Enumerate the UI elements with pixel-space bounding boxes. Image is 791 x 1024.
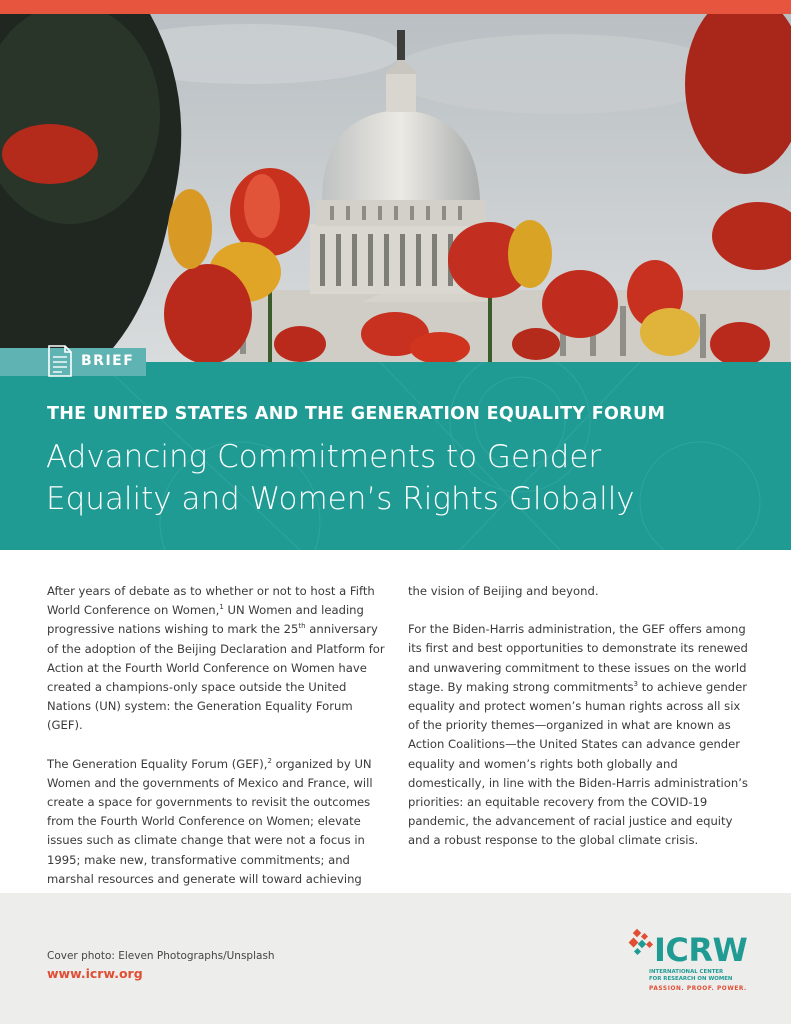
body-column-left — [47, 582, 387, 908]
subtitle-line-1: Advancing Commitments to Gender — [46, 439, 602, 475]
paragraph-1: After years of debate as to whether or not to host a Fifth World Conference on Women,$^1$ UN Women and leading progressive nations wishing to mark the 25th anniversary of the adoption of the Beijing Declaration and Platform for Action at the Fourth World Conference on Women have created a champions-only space outside the United Nations (UN) system: the Generation Equality Forum (GEF). — [47, 584, 385, 733]
icrw-logo-subtitle: INTERNATIONAL CENTER FOR RESEARCH ON WOMEN — [649, 969, 733, 982]
icrw-logo-icon — [626, 928, 656, 958]
paragraph-3: For the Biden-Harris administration, the GEF offers among its first and best opportunities to demonstrate its renewed and unwavering commitment to these issues on the world stage. By making strong commitments$^3$ to achieve gender equality and protect women’s human rights across all six of the priority themes—organized in what are known as Action Coalitions—the United States can advance gender equality and women’s rights both globally and domestically, in line with the Biden-Harris administration’s priorities: an equitable recovery from the COVID-19 pandemic, the advancement of racial justice and equity and a robust response to the global climate crisis. — [408, 622, 748, 848]
body-column-right — [408, 582, 748, 870]
paragraph-2: The Generation Equality Forum (GEF),$^2$ organized by UN Women and the governments of Mexico and France, will create a space for governments to revisit the outcomes from the Fourth World Conference on Women; elevate issues such as climate change that were not a focus in 1995; make new, transformative commitments; and marshal resources and generate will toward achieving — [47, 756, 373, 886]
photo-credit: Cover photo: Eleven Photographs/Unsplash — [47, 950, 275, 962]
subtitle — [46, 436, 766, 520]
icrw-tagline: PASSION. PROOF. POWER. — [649, 986, 747, 992]
subtitle-line-2: Equality and Women’s Rights Globally — [46, 481, 635, 517]
paragraph-2-continued: the vision of Beijing and beyond. — [408, 584, 599, 598]
cover-photo — [0, 14, 791, 362]
headline: THE UNITED STATES AND THE GENERATION EQUALITY FORUM — [47, 404, 666, 424]
document-icon — [46, 344, 74, 378]
icrw-logo-wordmark: ICRW — [654, 931, 748, 969]
brief-label: BRIEF — [81, 353, 135, 369]
website-link[interactable]: www.icrw.org — [47, 966, 143, 981]
top-accent-bar — [0, 0, 791, 14]
